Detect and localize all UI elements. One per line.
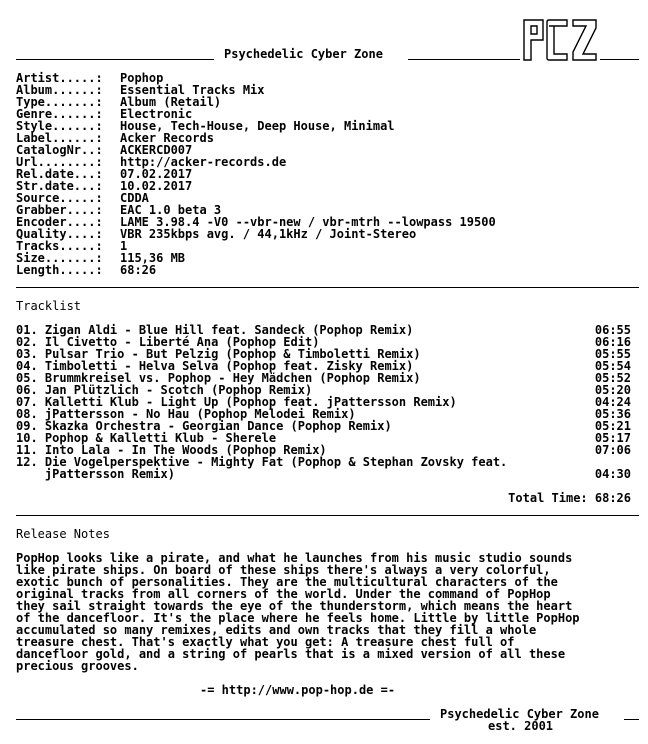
footer-est: est. 2001	[488, 719, 554, 733]
info-value: 68:26	[120, 263, 157, 277]
info-value: Acker Records	[120, 131, 214, 145]
track-title-cont: jPattersson Remix)	[16, 467, 175, 481]
track-duration: 06:55	[594, 323, 631, 337]
track-duration: 05:17	[594, 431, 631, 445]
track-title: 05. Brummkreisel vs. Pophop - Hey Mädchen (Pophop Remix)	[16, 371, 421, 385]
info-value: ACKERCD007	[120, 143, 193, 157]
track-title: 09. Skazka Orchestra - Georgian Dance (Pophop Remix)	[16, 419, 392, 433]
info-value: Electronic	[120, 107, 193, 121]
track-title: 03. Pulsar Trio - But Pelzig (Pophop & Timboletti Remix)	[16, 347, 421, 361]
info-label: Album......:	[16, 83, 103, 97]
info-value: 115,36 MB	[120, 251, 186, 265]
track-title: 06. Jan Plützlich - Scotch (Pophop Remix)	[16, 383, 313, 397]
info-value: VBR 235kbps avg. / 44,1kHz / Joint-Stereo	[120, 227, 417, 241]
info-label: Genre......:	[16, 107, 103, 121]
track-title: 10. Pophop & Kalletti Klub - Sherele	[16, 431, 277, 445]
header-rule-left	[16, 59, 214, 60]
info-label: Quality....:	[16, 227, 103, 241]
track-title: 02. Il Civetto - Liberté Ana (Pophop Edit)	[16, 335, 320, 349]
track-duration: 05:55	[594, 347, 631, 361]
track-title: 08. jPattersson - No Hau (Pophop Melodei Remix)	[16, 407, 356, 421]
info-value: EAC 1.0 beta 3	[120, 203, 222, 217]
info-label: Tracks.....:	[16, 239, 103, 253]
footer-rule-left	[16, 719, 430, 720]
footer-title: Psychedelic Cyber Zone	[440, 707, 599, 721]
info-value: House, Tech-House, Deep House, Minimal	[120, 119, 395, 133]
release-notes-line: of the dancefloor. It's the place where he feels home. Little by little PopHop	[16, 611, 580, 625]
info-label: Size.......:	[16, 251, 103, 265]
info-value: Album (Retail)	[120, 95, 222, 109]
track-duration: 05:20	[594, 383, 631, 397]
info-label: CatalogNr..:	[16, 143, 103, 157]
release-notes-line: treasure chest. That's exactly what you get: A treasure chest full of	[16, 635, 515, 649]
header-title: Psychedelic Cyber Zone	[224, 47, 383, 61]
info-label: Artist.....:	[16, 71, 103, 85]
info-label: Label......:	[16, 131, 103, 145]
info-label: Url........:	[16, 155, 103, 169]
release-notes-line: like pirate ships. On board of these ships there's always a very colorful,	[16, 563, 551, 577]
footer-rule-right	[624, 719, 639, 720]
track-duration: 07:06	[594, 443, 631, 457]
track-title: 11. Into Lala - In The Woods (Pophop Remix)	[16, 443, 327, 457]
track-duration: 04:24	[594, 395, 631, 409]
release-notes-line: PopHop looks like a pirate, and what he launches from his music studio sounds	[16, 551, 573, 565]
info-label: Encoder....:	[16, 215, 103, 229]
info-value: http://acker-records.de	[120, 155, 287, 169]
header-rule-mid	[408, 59, 520, 60]
info-value: Pophop	[120, 71, 164, 85]
release-notes-line: exotic bunch of personalities. They are the multicultural characters of the	[16, 575, 558, 589]
info-value: CDDA	[120, 191, 149, 205]
track-duration: 05:52	[594, 371, 631, 385]
info-label: Rel.date...:	[16, 167, 103, 181]
track-duration: 06:16	[594, 335, 631, 349]
track-duration: 05:21	[594, 419, 631, 433]
divider-1	[16, 287, 639, 288]
info-label: Length.....:	[16, 263, 103, 277]
release-notes-heading: Release Notes	[16, 527, 110, 541]
info-label: Type.......:	[16, 95, 103, 109]
track-title: 01. Zigan Aldi - Blue Hill feat. Sandeck (Pophop Remix)	[16, 323, 414, 337]
track-duration: 05:54	[594, 359, 631, 373]
release-notes-line: original tracks from all corners of the world. Under the command of PopHop	[16, 587, 551, 601]
release-url[interactable]: -= http://www.pop-hop.de =-	[200, 683, 396, 697]
release-notes-line: precious grooves.	[16, 659, 139, 673]
info-label: Style......:	[16, 119, 103, 133]
info-value: 1	[120, 239, 128, 253]
track-title: 07. Kalletti Klub - Light Up (Pophop feat. jPattersson Remix)	[16, 395, 457, 409]
info-label: Str.date...:	[16, 179, 103, 193]
pcz-logo-icon	[521, 16, 599, 64]
release-notes-line: accumulated so many remixes, edits and own tracks that they fill a whole	[16, 623, 537, 637]
info-value: 10.02.2017	[120, 179, 193, 193]
track-duration: 05:36	[594, 407, 631, 421]
header-rule-right	[600, 59, 639, 60]
track-title: 04. Timboletti - Helva Selva (Pophop feat. Zisky Remix)	[16, 359, 414, 373]
track-title: 12. Die Vogelperspektive - Mighty Fat (Pophop & Stephan Zovsky feat.	[16, 455, 508, 469]
info-label: Source.....:	[16, 191, 103, 205]
release-notes-line: dancefloor gold, and a string of pearls that is a mixed version of all these	[16, 647, 566, 661]
info-value: 07.02.2017	[120, 167, 193, 181]
release-notes-line: they sail straight towards the eye of the thunderstorm, which means the heart	[16, 599, 573, 613]
divider-2	[16, 515, 639, 516]
track-duration: 04:30	[594, 467, 631, 481]
info-label: Grabber....:	[16, 203, 103, 217]
info-value: Essential Tracks Mix	[120, 83, 265, 97]
info-value: LAME 3.98.4 -V0 --vbr-new / vbr-mtrh --lowpass 19500	[120, 215, 496, 229]
tracklist-heading: Tracklist	[16, 299, 82, 313]
total-time: Total Time: 68:26	[508, 491, 631, 505]
